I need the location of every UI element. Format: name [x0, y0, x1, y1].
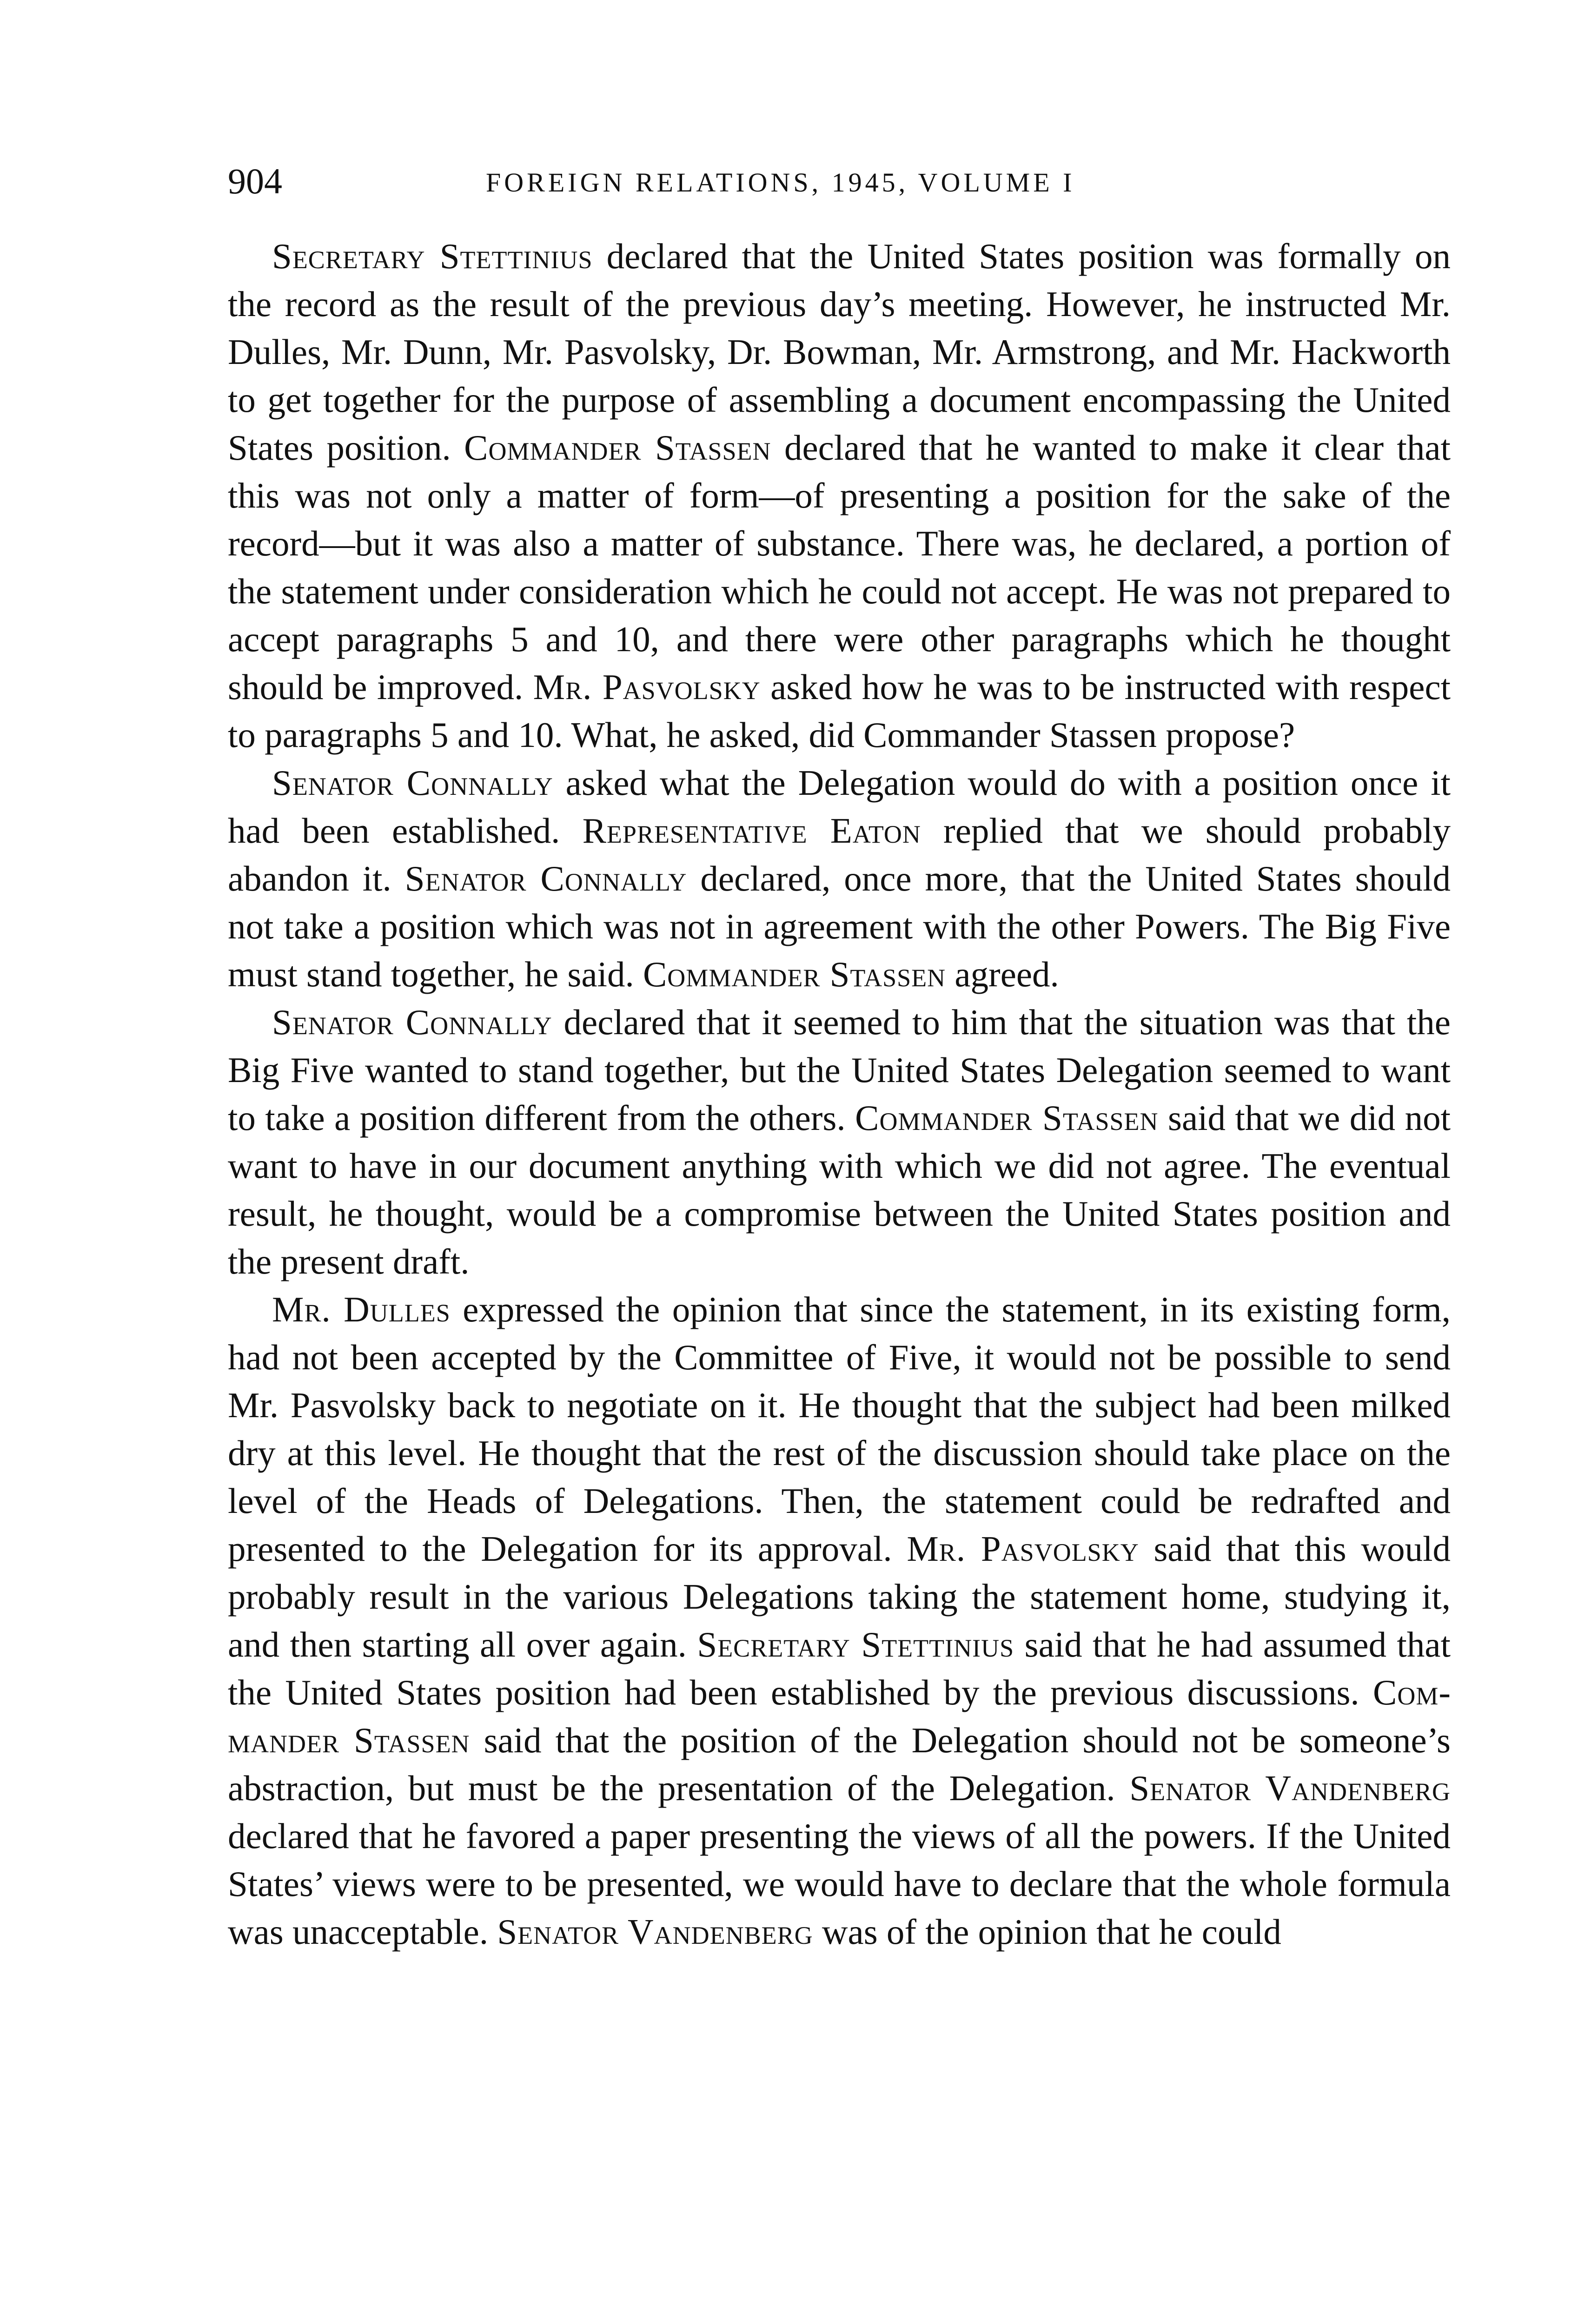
running-head: FOREIGN RELATIONS, 1945, VOLUME I — [486, 167, 1075, 198]
text-segment: Senator Connally — [272, 1002, 552, 1042]
text-segment: asked what the Delegation would do with a position once it had been established. — [228, 763, 1451, 851]
text-segment: Mr. Pasvolsky — [907, 1529, 1139, 1569]
paragraph — [228, 998, 1451, 1286]
text-segment: declared that he wanted to make it clear that this was not only a matter of form—of presenting a position for the sake of the record—but it was also a matter of substance. There was, he declared, a portion of the statement under consideration which he could not accept. He was not prepared to accept paragraphs 5 and 10, and there were other paragraphs which he thought should be improved. — [228, 428, 1451, 707]
text-segment: Senator Connally — [272, 763, 553, 803]
text-segment: Commander Stassen — [855, 1098, 1159, 1138]
text-segment: replied that we should probably abandon it. — [228, 811, 1451, 898]
text-segment: said that the position of the Delegation should not be someone’s abstraction, but must be the presentation of the Delegation. — [228, 1720, 1451, 1808]
text-segment: asked how he was to be instructed with respect to paragraphs 5 and 10. What, he asked, did Commander Stassen propose? — [228, 667, 1451, 755]
body-text — [228, 232, 1451, 1956]
paragraph — [228, 759, 1451, 998]
text-segment: agreed. — [946, 954, 1059, 994]
paragraph — [228, 1286, 1451, 1956]
paragraph — [228, 232, 1451, 759]
page-header — [228, 156, 1451, 207]
text-segment: declared that it seemed to him that the situation was that the Big Five wanted to stand together, but the United States Delegation seemed to want to take a position different from the others. — [228, 1002, 1451, 1138]
text-segment: expressed the opinion that since the statement, in its existing form, had not been accepted by the Committee of Five, it would not be possible to send Mr. Pasvolsky back to negotiate on it. He thought that the subject had been milked dry at this level. He thought that the rest of the discussion should take place on the level of the Heads of Delegations. Then, the statement could be redrafted and presented to the Delegation for its approval. — [228, 1289, 1451, 1569]
text-segment: said that this would probably result in the various Delegations taking the statement home, studying it, and then starting all over again. — [228, 1529, 1451, 1664]
text-segment: Secretary Stettinius — [272, 236, 593, 276]
text-segment: Secretary Stettinius — [697, 1624, 1014, 1664]
text-segment: Senator Connally — [404, 858, 687, 898]
text-segment: declared that he favored a paper presenting the views of all the powers. If the United States’ views were to be presented, we would have to declare that the whole formula was unacceptable. — [228, 1816, 1451, 1952]
text-segment: Senator Vandenberg — [1129, 1768, 1451, 1808]
page-number: 904 — [228, 161, 282, 201]
text-segment: Commander Stassen — [464, 428, 771, 468]
text-segment: was of the opinion that he could — [813, 1912, 1281, 1952]
text-segment: said that he had assumed that the United States position had been established by the previous discussions. — [228, 1624, 1451, 1712]
text-segment: declared that the United States position was formally on the record as the result of the previous day’s meeting. However, he instructed Mr. Dulles, Mr. Dunn, Mr. Pasvolsky, Dr. Bowman, Mr. Armstrong, and Mr. Hackworth to get together for the purpose of assembling a document encompassing the United States position. — [228, 236, 1451, 468]
text-segment: Commander Stassen — [228, 1672, 1451, 1760]
text-segment: declared, once more, that the United States should not take a position which was not in agreement with the other Powers. The Big Five must stand together, he said. — [228, 858, 1451, 994]
text-segment: said that we did not want to have in our document anything with which we did not agree. The eventual result, he thought, would be a compromise between the United States position and the present draft. — [228, 1098, 1451, 1281]
text-segment: Mr. Dulles — [272, 1289, 451, 1329]
text-segment: Commander Stassen — [643, 954, 946, 994]
text-segment: Senator Vandenberg — [497, 1912, 813, 1952]
text-segment: Mr. Pasvolsky — [533, 667, 761, 707]
text-segment: Representative Eaton — [582, 811, 921, 851]
